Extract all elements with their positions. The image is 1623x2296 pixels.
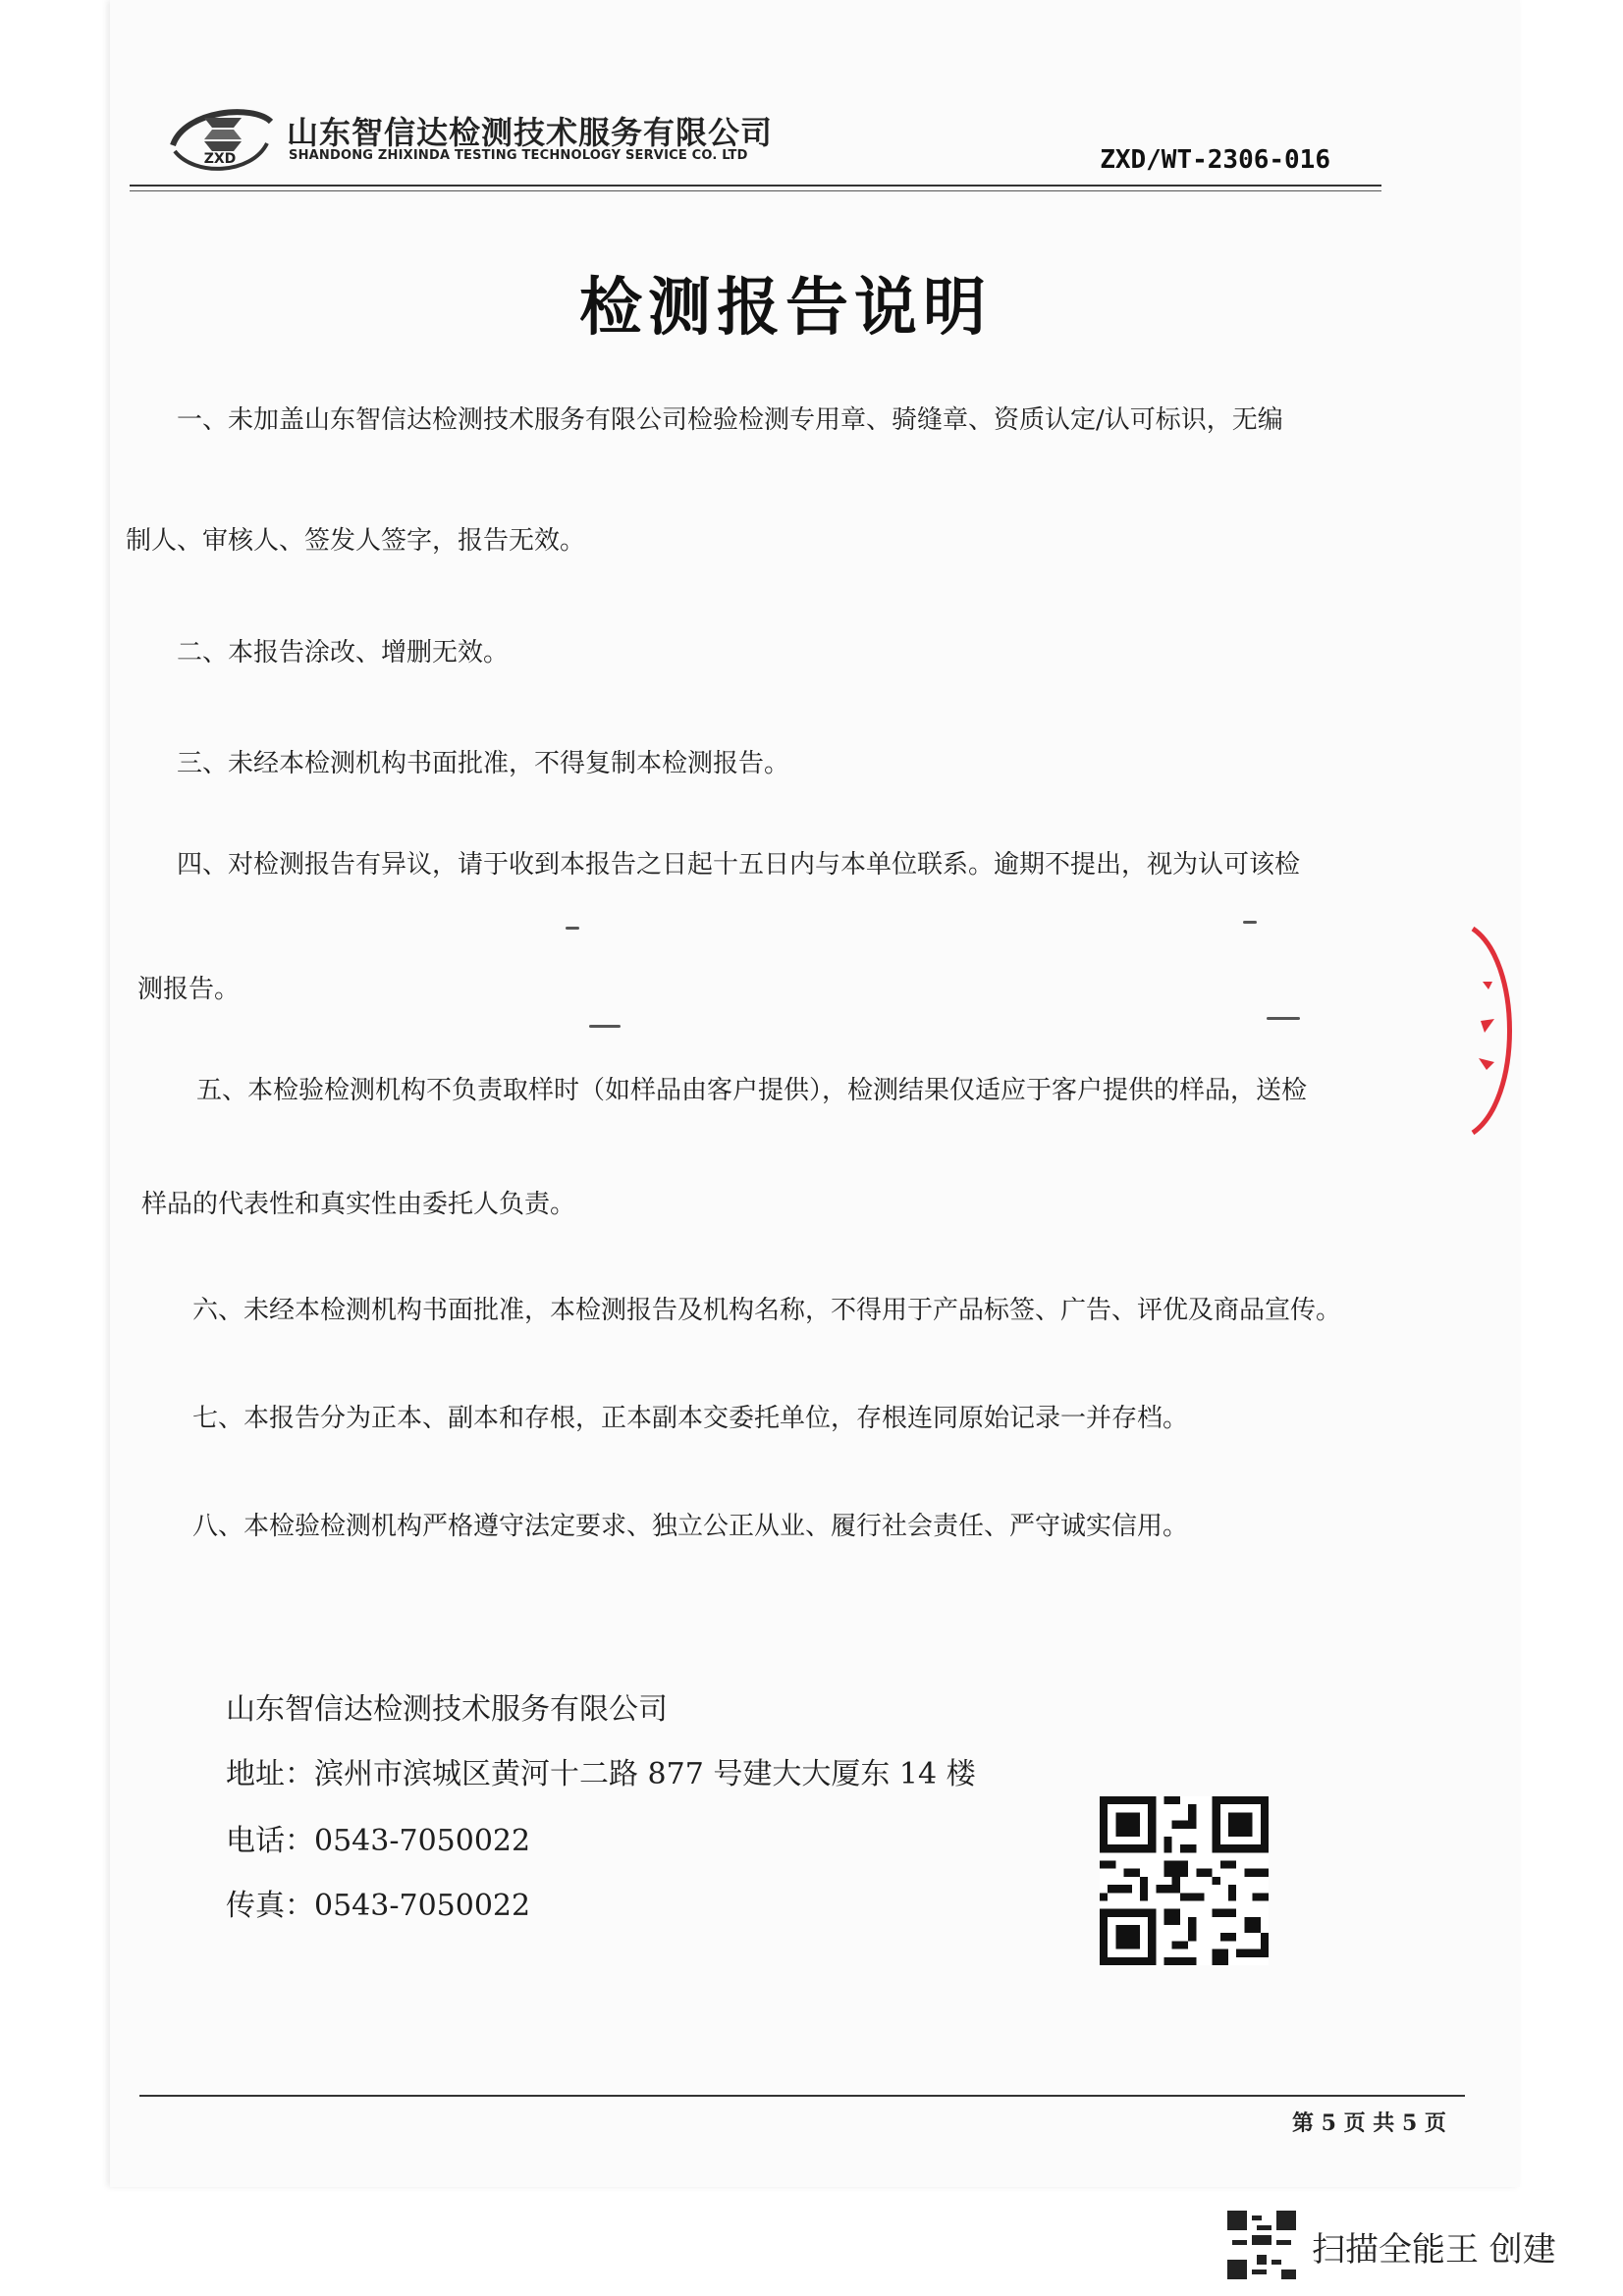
contact-fax: 传真：0543-7050022 — [226, 1889, 531, 1923]
seam-stamp-icon — [1453, 923, 1522, 1139]
header-divider-thin — [130, 190, 1381, 191]
page-number: 第 5 页 共 5 页 — [1292, 2110, 1446, 2136]
document-number: ZXD/WT-2306-016 — [1100, 145, 1330, 175]
footer-divider — [139, 2095, 1465, 2097]
scan-speck — [566, 927, 579, 930]
paragraph-7: 七、本报告分为正本、副本和存根，正本副本交委托单位，存根连同原始记录一并存档。 — [192, 1404, 1189, 1433]
scan-speck — [1243, 921, 1257, 924]
scan-speck — [589, 1025, 621, 1028]
qr-code-icon — [1100, 1796, 1269, 1965]
contact-address: 地址：滨州市滨城区黄河十二路 877 号建大大厦东 14 楼 — [226, 1757, 976, 1791]
scan-speck — [1267, 1017, 1300, 1020]
paragraph-1-line-2: 制人、审核人、签发人签字，报告无效。 — [126, 526, 586, 556]
contact-company: 山东智信达检测技术服务有限公司 — [226, 1692, 668, 1727]
paragraph-4-line-1: 四、对检测报告有异议，请于收到本报告之日起十五日内与本单位联系。逾期不提出，视为认可该检 — [177, 850, 1301, 880]
contact-phone: 电话：0543-7050022 — [226, 1824, 531, 1858]
page-title: 检测报告说明 — [579, 272, 992, 345]
scanner-qr-icon — [1227, 2211, 1296, 2279]
paragraph-8: 八、本检验检测机构严格遵守法定要求、独立公正从业、履行社会责任、严守诚实信用。 — [192, 1512, 1189, 1541]
paragraph-5-line-2: 样品的代表性和真实性由委托人负责。 — [141, 1190, 576, 1219]
paragraph-3: 三、未经本检测机构书面批准，不得复制本检测报告。 — [177, 749, 790, 778]
scanner-watermark: 扫描全能王 创建 — [1312, 2230, 1556, 2269]
company-name-en: SHANDONG ZHIXINDA TESTING TECHNOLOGY SERVICE CO. LTD — [289, 148, 748, 163]
paragraph-5-line-1: 五、本检验检测机构不负责取样时（如样品由客户提供），检测结果仅适应于客户提供的样品，送检 — [196, 1076, 1308, 1105]
header-divider — [130, 185, 1381, 187]
paragraph-6: 六、未经本检测机构书面批准，本检测报告及机构名称，不得用于产品标签、广告、评优及商品宣传。 — [192, 1296, 1342, 1325]
logo-text: ZXD — [203, 151, 237, 167]
paragraph-4-line-2: 测报告。 — [137, 975, 241, 1004]
paragraph-2: 二、本报告涂改、增删无效。 — [177, 638, 510, 667]
company-logo-icon — [165, 100, 275, 179]
paragraph-1-line-1: 一、未加盖山东智信达检测技术服务有限公司检验检测专用章、骑缝章、资质认定/认可标识，无编 — [177, 405, 1283, 435]
company-name-cn: 山东智信达检测技术服务有限公司 — [287, 114, 774, 151]
